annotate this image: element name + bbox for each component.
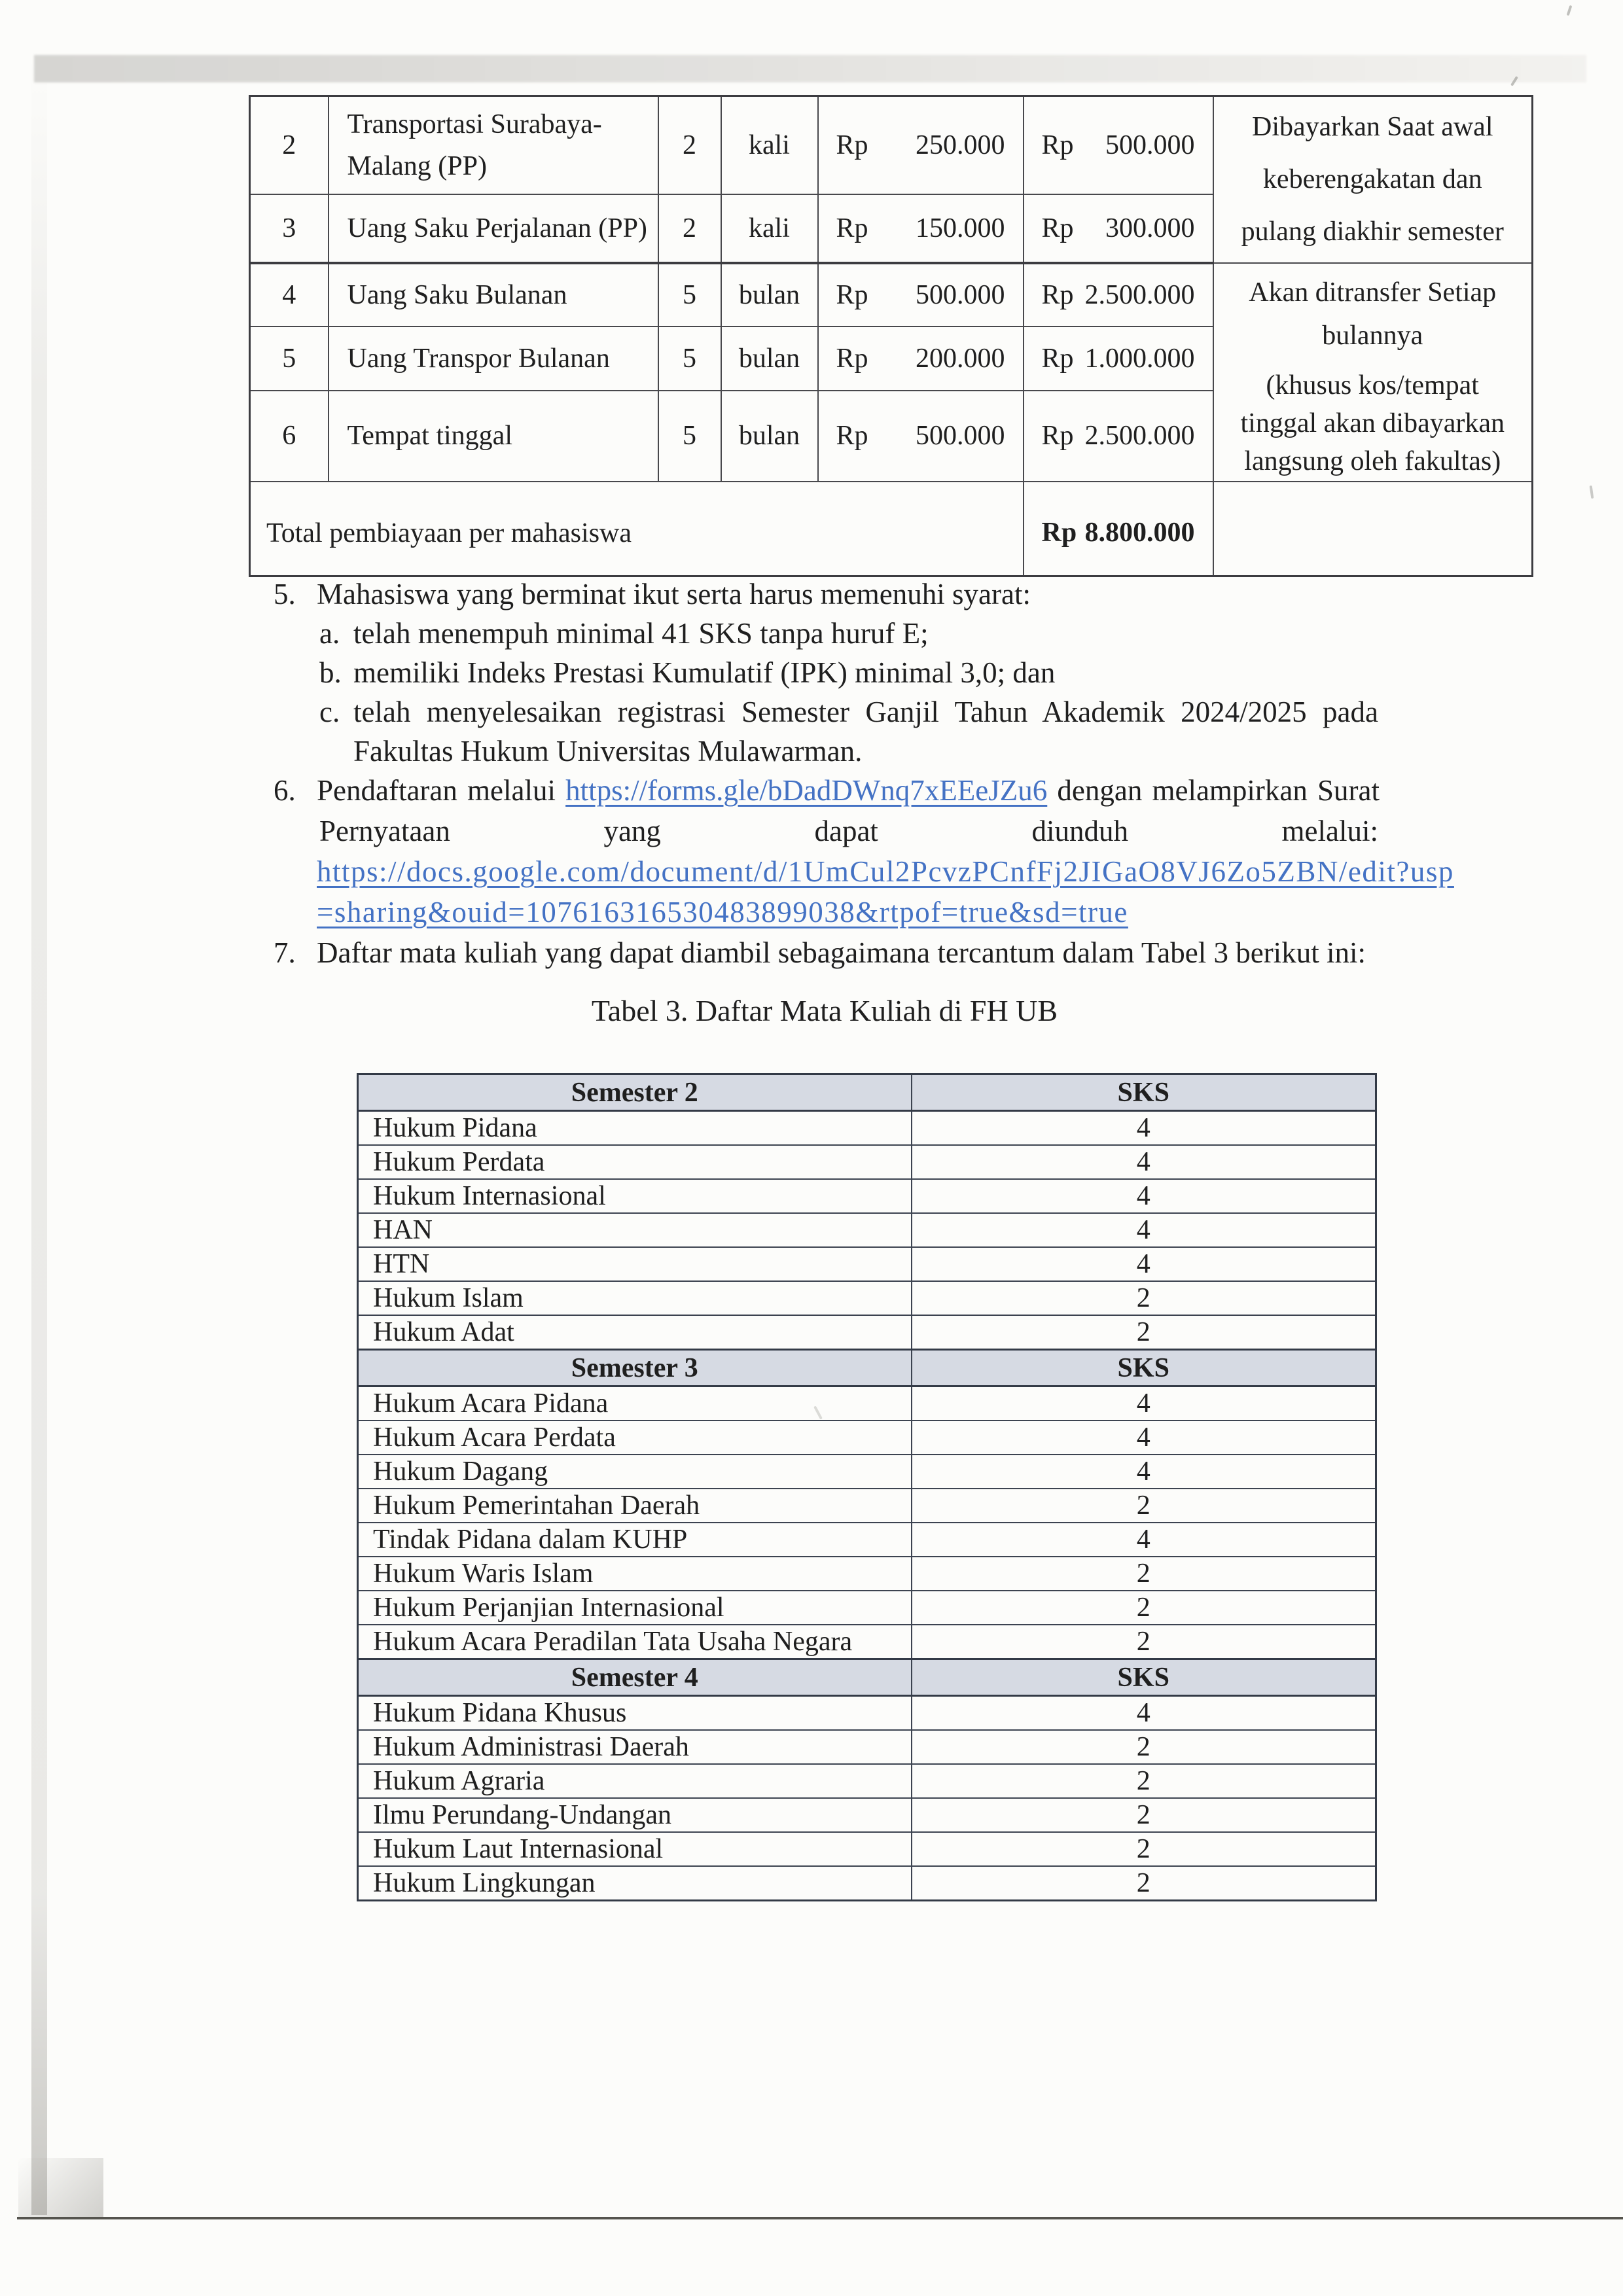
list-text: Daftar mata kuliah yang dapat diambil sebagaimana tercantum dalam Tabel 3 berikut ini: [317, 936, 1366, 969]
row-number: 2 [250, 96, 329, 194]
course-cell: Ilmu Perundang-Undangan [358, 1798, 912, 1832]
unit-price-value: 250.000 [916, 130, 1005, 160]
table-row [358, 1421, 1376, 1455]
item-cell: Uang Saku Perjalanan (PP) [329, 194, 658, 263]
table-row [358, 1798, 1376, 1832]
table-row [358, 1591, 1376, 1625]
table-row [358, 1730, 1376, 1764]
justified-line: Pernyataan yang dapat diunduh melalui: [319, 815, 1378, 847]
note-cell-rows-4-6 [1213, 263, 1533, 482]
unit-price-cell [818, 327, 1024, 391]
table-row [358, 1489, 1376, 1523]
table-row [358, 1213, 1376, 1247]
unit-price-cell [818, 194, 1024, 263]
docs-link[interactable]: https://docs.google.com/document/d/1UmCul2PcvzPCnfFj2JIGaO8VJ6Zo5ZBN/edit?usp [317, 855, 1454, 888]
sks-cell: 2 [912, 1281, 1376, 1315]
currency-label: Rp [836, 130, 868, 160]
justified-line: telah menyelesaikan registrasi Semester Ganjil Tahun Akademik 2024/2025 pada [353, 696, 1378, 728]
scan-edge-band [34, 55, 1586, 82]
table3-title: Tabel 3. Daftar Mata Kuliah di FH UB [591, 994, 1058, 1027]
sks-cell: 4 [912, 1213, 1376, 1247]
list-text: telah menempuh minimal 41 SKS tanpa huruf E; [353, 617, 929, 650]
subtotal-cell [1024, 327, 1213, 391]
docs-link-line-1 [317, 852, 1454, 891]
total-amount-cell [1024, 482, 1213, 576]
table-row [358, 1866, 1376, 1901]
subtotal-cell [1024, 391, 1213, 482]
course-cell: Hukum Pidana Khusus [358, 1696, 912, 1731]
list-number: 7. [274, 936, 296, 969]
course-cell: Hukum Laut Internasional [358, 1832, 912, 1866]
list-letter: c. [319, 696, 340, 728]
total-label-cell: Total pembiayaan per mahasiswa [250, 482, 1024, 576]
table-row [358, 1625, 1376, 1659]
course-table [357, 1073, 1377, 1901]
note-text: Dibayarkan Saat awal keberengakatan dan pulang diakhir semester [1241, 112, 1504, 247]
list-item-5 [274, 574, 1380, 614]
item-cell: Tempat tinggal [329, 391, 658, 482]
sks-cell: 2 [912, 1557, 1376, 1591]
course-cell: Hukum Waris Islam [358, 1557, 912, 1591]
table-row [358, 1247, 1376, 1281]
unit-price-cell [818, 263, 1024, 327]
semester-header-row [358, 1074, 1376, 1111]
table-row [358, 1179, 1376, 1213]
sks-cell: 2 [912, 1764, 1376, 1798]
qty-cell: 5 [658, 391, 721, 482]
qty-cell: 2 [658, 194, 721, 263]
list-letter: a. [319, 617, 340, 650]
row-number: 6 [250, 391, 329, 482]
sks-cell: 2 [912, 1730, 1376, 1764]
unit-cell: kali [721, 194, 818, 263]
scan-corner-shadow [18, 2158, 103, 2217]
table-row [358, 1281, 1376, 1315]
row-number: 4 [250, 263, 329, 327]
subtotal-value: 1.000.000 [1084, 343, 1195, 374]
unit-price-cell [818, 391, 1024, 482]
subtotal-value: 300.000 [1105, 213, 1195, 243]
unit-price-value: 500.000 [916, 421, 1005, 451]
sks-cell: 4 [912, 1179, 1376, 1213]
sks-cell: 4 [912, 1247, 1376, 1281]
list-item-7 [274, 933, 1380, 972]
subtotal-cell [1024, 263, 1213, 327]
unit-price-value: 200.000 [916, 343, 1005, 374]
sks-cell: 2 [912, 1798, 1376, 1832]
table-row [358, 1386, 1376, 1421]
list-text [317, 771, 1380, 810]
currency-label: Rp [1041, 130, 1074, 160]
course-cell: Hukum Acara Perdata [358, 1421, 912, 1455]
course-cell: Hukum Acara Peradilan Tata Usaha Negara [358, 1625, 912, 1659]
course-cell: Hukum Acara Pidana [358, 1386, 912, 1421]
currency-label: Rp [1041, 213, 1074, 243]
course-cell: Hukum Agraria [358, 1764, 912, 1798]
sks-header: SKS [912, 1659, 1376, 1696]
total-row [250, 482, 1533, 576]
sks-cell: 4 [912, 1421, 1376, 1455]
cost-table [249, 95, 1533, 577]
table-row [358, 1764, 1376, 1798]
qty-cell: 5 [658, 327, 721, 391]
table-row [358, 1696, 1376, 1731]
table-row [358, 1523, 1376, 1557]
course-cell: HTN [358, 1247, 912, 1281]
note-cell-rows-2-3 [1213, 96, 1533, 263]
course-cell: Tindak Pidana dalam KUHP [358, 1523, 912, 1557]
course-cell: Hukum Internasional [358, 1179, 912, 1213]
scan-speck [1567, 5, 1573, 16]
paper-bottom-edge [17, 2217, 1623, 2219]
unit-price-value: 150.000 [916, 213, 1005, 243]
item-cell: Uang Saku Bulanan [329, 263, 658, 327]
text-segment: Pendaftaran melalui [317, 774, 556, 807]
list-text [353, 692, 1378, 771]
table-row [358, 1111, 1376, 1146]
total-amount-value: 8.800.000 [1084, 518, 1195, 548]
course-cell: Hukum Islam [358, 1281, 912, 1315]
list-number: 6. [274, 774, 296, 807]
sks-cell: 2 [912, 1315, 1376, 1350]
table-row [358, 1455, 1376, 1489]
sks-cell: 4 [912, 1145, 1376, 1179]
qty-cell: 5 [658, 263, 721, 327]
subtotal-cell [1024, 194, 1213, 263]
semester-header-row [358, 1350, 1376, 1386]
currency-label: Rp [1041, 421, 1074, 451]
currency-label: Rp [836, 279, 868, 310]
list-item-5c [319, 692, 1378, 771]
course-cell: Hukum Adat [358, 1315, 912, 1350]
currency-label: Rp [836, 343, 868, 374]
sks-cell: 2 [912, 1591, 1376, 1625]
unit-cell: kali [721, 96, 818, 194]
unit-cell: bulan [721, 327, 818, 391]
course-cell: Hukum Perjanjian Internasional [358, 1591, 912, 1625]
table-row [358, 1315, 1376, 1350]
currency-label: Rp [1041, 279, 1074, 310]
docs-link[interactable]: =sharing&ouid=107616316530483899038&rtpof=true&sd=true [317, 896, 1128, 928]
table-row [250, 96, 1533, 194]
sks-header: SKS [912, 1350, 1376, 1386]
course-cell: Hukum Perdata [358, 1145, 912, 1179]
empty-note-cell [1213, 482, 1533, 576]
subtotal-value: 2.500.000 [1084, 279, 1195, 310]
note-text: Akan ditransfer Setiap bulannya [1249, 277, 1497, 351]
docs-link-line-2 [317, 892, 1383, 932]
sks-cell: 4 [912, 1455, 1376, 1489]
sks-header: SKS [912, 1074, 1376, 1111]
item-cell: Uang Transpor Bulanan [329, 327, 658, 391]
sks-cell: 4 [912, 1111, 1376, 1146]
table-row [358, 1557, 1376, 1591]
list-item-5a [319, 614, 1378, 653]
sks-cell: 2 [912, 1625, 1376, 1659]
subtotal-value: 2.500.000 [1084, 421, 1195, 451]
course-cell: Hukum Pemerintahan Daerah [358, 1489, 912, 1523]
unit-cell: bulan [721, 263, 818, 327]
unit-price-cell [818, 96, 1024, 194]
semester-header: Semester 3 [358, 1350, 912, 1386]
semester-header: Semester 4 [358, 1659, 912, 1696]
scan-edge-strip [31, 62, 47, 2215]
list-text: Mahasiswa yang berminat ikut serta harus memenuhi syarat: [317, 578, 1031, 610]
sks-cell: 2 [912, 1866, 1376, 1901]
semester-header-row [358, 1659, 1376, 1696]
list-letter: b. [319, 656, 342, 689]
list-item-5b [319, 653, 1378, 692]
scan-speck [1590, 486, 1594, 499]
list-text: memiliki Indeks Prestasi Kumulatif (IPK) minimal 3,0; dan [353, 656, 1056, 689]
table-row [358, 1832, 1376, 1866]
currency-label: Rp [1041, 343, 1074, 374]
unit-cell: bulan [721, 391, 818, 482]
course-cell: HAN [358, 1213, 912, 1247]
row-number: 5 [250, 327, 329, 391]
currency-label: Rp [1041, 518, 1077, 548]
sks-cell: 4 [912, 1523, 1376, 1557]
currency-label: Rp [836, 421, 868, 451]
sks-cell: 2 [912, 1489, 1376, 1523]
course-cell: Hukum Administrasi Daerah [358, 1730, 912, 1764]
list-item-6 [274, 771, 1380, 810]
currency-label: Rp [836, 213, 868, 243]
text-segment: dengan melampirkan Surat [1057, 774, 1380, 807]
semester-header: Semester 2 [358, 1074, 912, 1111]
list-number: 5. [274, 578, 296, 610]
plain-line: Fakultas Hukum Universitas Mulawarman. [353, 735, 863, 768]
sks-cell: 4 [912, 1696, 1376, 1731]
row-number: 3 [250, 194, 329, 263]
table-row [250, 263, 1533, 327]
unit-price-value: 500.000 [916, 279, 1005, 310]
course-cell: Hukum Dagang [358, 1455, 912, 1489]
table-row [358, 1145, 1376, 1179]
qty-cell: 2 [658, 96, 721, 194]
note-text: (khusus kos/tempat tinggal akan dibayarkan langsung oleh fakultas) [1240, 370, 1505, 476]
subtotal-cell [1024, 96, 1213, 194]
item-cell: Transportasi Surabaya-Malang (PP) [329, 96, 658, 194]
subtotal-value: 500.000 [1105, 130, 1195, 160]
sks-cell: 4 [912, 1386, 1376, 1421]
sks-cell: 2 [912, 1832, 1376, 1866]
forms-link[interactable]: https://forms.gle/bDadDWnq7xEEeJZu6 [565, 774, 1048, 807]
course-cell: Hukum Lingkungan [358, 1866, 912, 1901]
course-cell: Hukum Pidana [358, 1111, 912, 1146]
